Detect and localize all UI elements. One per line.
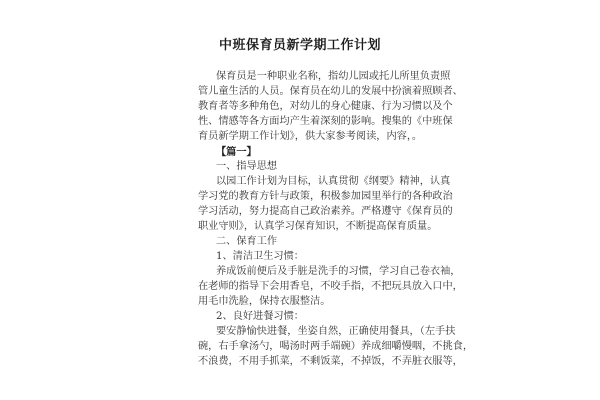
paragraph-line: 要安静愉快进餐，坐姿自然，正确使用餐具，（左手扶	[216, 326, 456, 337]
paragraph-line: 用毛巾洗脸，保持衣服整洁。	[198, 296, 331, 307]
paragraph-line: 性、情感等各方面均产生着深刻的影响。搜集的《中班保	[198, 116, 453, 127]
item-heading: 1、清洁卫生习惯：	[216, 251, 304, 262]
paragraph-line: 育员新学期工作计划》，供大家参考阅读，内容，。	[198, 131, 423, 142]
paragraph-line: 不浪费，不用手抓菜，不剩饭菜，不掉饭，不弄脏衣服等，	[198, 356, 463, 367]
paragraph-line: 学习活动，努力提高自己政治素养。严格遵守《保育员的	[198, 206, 453, 217]
paragraph-line: 学习党的教育方针与政策，积极参加园里举行的各种政治	[198, 191, 453, 202]
paragraph-line: 教育者等多种角色，对幼儿的身心健康、行为习惯以及个	[198, 101, 453, 112]
paragraph-line: 碗，右手拿汤勺，喝汤时两手端碗）养成细嚼慢咽，不挑食，	[198, 341, 474, 352]
paragraph-line: 管儿童生活的人员。保育员在幼儿的发展中扮演着照顾者、	[198, 86, 463, 97]
subsection-heading: 一、指导思想	[216, 161, 278, 172]
paragraph-line: 以园工作计划为目标，认真贯彻《纲要》精神，认真	[216, 176, 451, 187]
paragraph-line: 保育员是一种职业名称，指幼儿园或托儿所里负责照	[216, 71, 451, 82]
paragraph-line: 在老师的指导下会用香皂，不咬手指，不把玩具放入口中，	[198, 281, 463, 292]
document-title: 中班保育员新学期工作计划	[218, 38, 381, 53]
section-heading: 【篇一】	[216, 146, 257, 158]
subsection-heading: 二、保育工作	[216, 236, 278, 247]
paragraph-line: 养成饭前便后及手脏是洗手的习惯，学习自己卷衣袖，	[216, 266, 461, 277]
paragraph-line: 职业守则》，认真学习保育知识，不断提高保育质量。	[198, 221, 438, 232]
item-heading: 2、良好进餐习惯：	[216, 311, 304, 322]
